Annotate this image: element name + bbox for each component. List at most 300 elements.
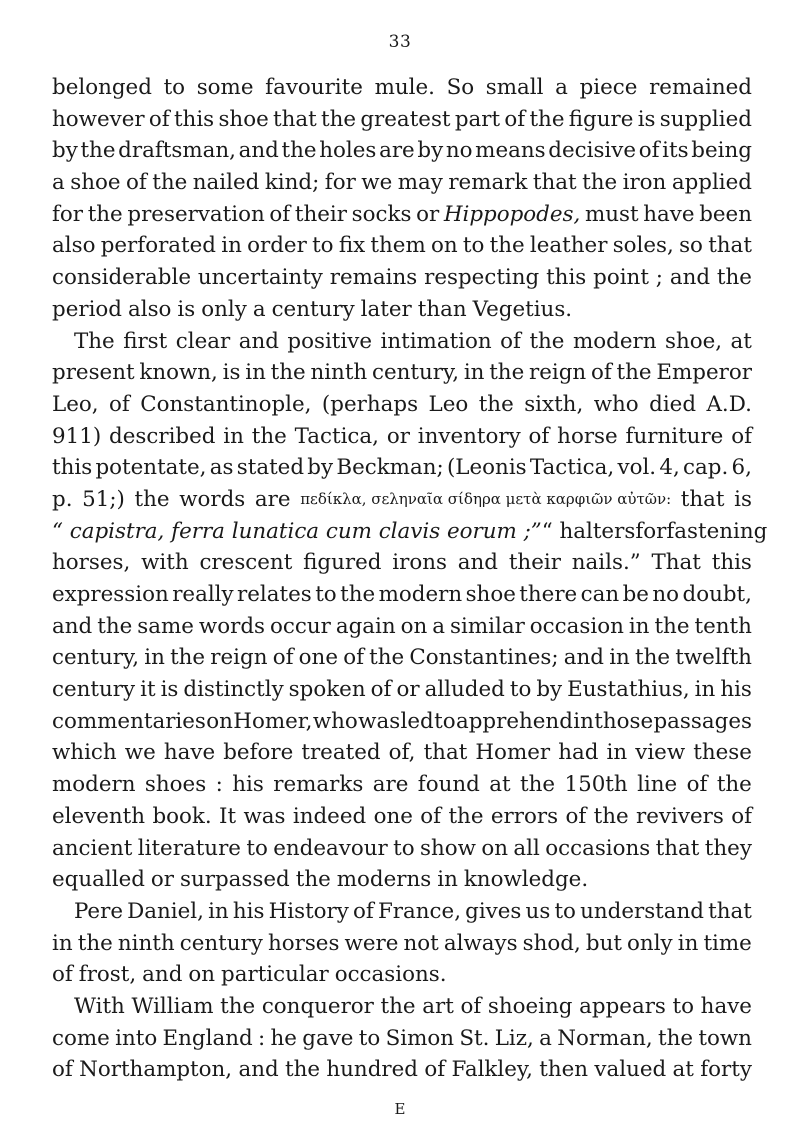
word: A.D. (706, 391, 752, 417)
word: art (422, 993, 454, 1019)
word: to (358, 1025, 381, 1051)
word: of (504, 106, 526, 132)
word: Simon (385, 1025, 455, 1051)
word: been (699, 201, 752, 227)
text-line (52, 674, 752, 706)
word: The (74, 328, 115, 354)
word: for (635, 518, 667, 544)
word: their (294, 201, 347, 227)
word: or (150, 867, 175, 893)
word: Constantinople, (140, 391, 312, 417)
word: equalled (52, 867, 145, 893)
word: have (643, 201, 695, 227)
word: small (485, 75, 544, 100)
word: the (616, 360, 652, 386)
word: that (708, 898, 752, 924)
word: order (247, 233, 307, 259)
text-line (52, 959, 752, 991)
word: words (198, 613, 266, 639)
text-line (52, 135, 752, 167)
text-line (52, 199, 752, 231)
word: in (437, 867, 458, 893)
word: the (170, 645, 206, 671)
word: of (500, 328, 521, 354)
word: line (637, 772, 678, 798)
word: to (434, 708, 456, 734)
word: to (554, 898, 576, 924)
word: they (704, 835, 752, 861)
word: errors (490, 803, 559, 829)
word: and (563, 645, 605, 671)
word: and (238, 1057, 279, 1083)
text-line (52, 769, 752, 801)
word: with (141, 550, 189, 576)
word: but (585, 930, 622, 956)
word: preservation (127, 201, 265, 227)
word: 911) (52, 423, 102, 449)
word: the (520, 772, 556, 798)
word: similar (450, 613, 525, 639)
word: the (251, 423, 287, 449)
word: view (635, 740, 686, 766)
word: was (243, 803, 286, 829)
word: and (669, 265, 711, 291)
word: to (163, 75, 186, 100)
word: to (246, 835, 268, 861)
word: Falkley, (451, 1057, 533, 1083)
word: St. (459, 1025, 490, 1051)
word: is (222, 360, 241, 386)
text-line (52, 642, 752, 674)
word: that (680, 486, 725, 512)
word: or (396, 677, 420, 703)
word: on (206, 708, 233, 734)
word: remains (329, 265, 418, 291)
word: It (219, 803, 237, 829)
word: frost, (78, 962, 137, 988)
word: remained (649, 75, 752, 100)
word: of (528, 423, 550, 449)
word: horses (267, 930, 340, 956)
word: Constantines; (409, 645, 559, 671)
word: to (312, 233, 334, 259)
word: are (254, 486, 291, 512)
word: valued (594, 1057, 667, 1083)
word: stated (236, 455, 305, 481)
word: p. (52, 486, 73, 512)
word: the (220, 993, 256, 1019)
word: come (52, 1025, 110, 1051)
word: shoe (465, 582, 516, 607)
word: of (269, 201, 291, 227)
word: of (638, 138, 660, 164)
word: ninth (310, 360, 368, 386)
text-line (52, 991, 752, 1023)
word: of (148, 106, 170, 132)
word: shoe (70, 170, 121, 196)
word: in (52, 930, 73, 956)
word: century (52, 677, 136, 703)
word: a (555, 75, 568, 100)
word: furniture (625, 423, 724, 449)
text-line (52, 547, 752, 579)
word: it (140, 677, 156, 703)
word: figured (303, 550, 382, 576)
word: this (546, 265, 587, 291)
text-line (52, 326, 752, 358)
word: century (271, 296, 355, 322)
word: led (400, 708, 434, 734)
word: of, (388, 740, 416, 766)
word: have (163, 740, 216, 766)
word: of (52, 1057, 73, 1083)
word: on (400, 613, 428, 639)
word: gives (465, 898, 522, 924)
word: the (448, 803, 484, 829)
word: Homer (475, 740, 551, 766)
word: also (127, 296, 172, 322)
word: for (52, 201, 84, 227)
word: shoe, (664, 328, 723, 354)
word: expression (52, 582, 169, 607)
word: and (457, 550, 499, 576)
word: Tactica, (529, 455, 615, 481)
word: which (52, 740, 117, 766)
word: of (272, 645, 294, 671)
word: the (489, 360, 525, 386)
word: History (268, 898, 349, 924)
word: πεδίκλα, σεληναῖα σίδηρα μετὰ καρφιῶν αὐτῶν: (300, 489, 672, 508)
word: alluded (424, 677, 505, 703)
word: can (580, 582, 620, 607)
word: greatest (360, 106, 451, 132)
word: fastening (666, 518, 768, 544)
page-number: 33 (388, 32, 412, 52)
text-line (52, 1023, 752, 1055)
word: irons (392, 550, 447, 576)
word: shoe (218, 106, 269, 132)
word: is (637, 106, 656, 132)
word: applied (671, 170, 752, 196)
word: a (539, 1025, 552, 1051)
word: in (609, 645, 630, 671)
word: remarks (273, 772, 364, 798)
word: that (273, 106, 317, 132)
word: and (238, 328, 279, 354)
word: endeavour (273, 835, 388, 861)
word: before (223, 740, 294, 766)
word: reign (210, 645, 268, 671)
word: that (532, 170, 577, 196)
word: his (720, 677, 752, 703)
text-line (52, 833, 752, 865)
word: is (177, 296, 196, 322)
word: have (700, 993, 752, 1019)
word: Hippopodes, (443, 201, 581, 227)
word: one (298, 645, 338, 671)
word: in (221, 233, 242, 259)
word: crescent (199, 550, 293, 576)
word: the (657, 1025, 694, 1051)
word: century, (371, 360, 460, 386)
word: the (529, 328, 565, 354)
word: the (716, 772, 752, 798)
word: found (417, 772, 480, 798)
word: described (109, 423, 216, 449)
word: part (454, 106, 501, 132)
word: century (179, 930, 263, 956)
word: that (655, 835, 700, 861)
word: to (462, 233, 485, 259)
word: gave (302, 1025, 354, 1051)
word: inventory (417, 423, 521, 449)
word: a (52, 170, 65, 196)
word: a (252, 296, 266, 322)
word: we (124, 740, 156, 766)
word: in (628, 613, 650, 639)
text-line (52, 421, 752, 453)
word: for (324, 170, 356, 196)
text-line (52, 230, 752, 262)
word: period (52, 296, 122, 322)
word: known, (139, 360, 218, 386)
word: sixth, (524, 391, 584, 417)
text-line (52, 484, 752, 516)
word: socks (351, 201, 412, 227)
word: decisive (548, 138, 637, 164)
word: into (115, 1025, 158, 1051)
word: Norman, (557, 1025, 653, 1051)
word: at (672, 1057, 694, 1083)
word: conqueror (261, 993, 374, 1019)
word: he (270, 1025, 297, 1051)
word: the (716, 265, 752, 291)
word: again (335, 613, 396, 639)
text-line (52, 72, 752, 104)
word: there (519, 582, 578, 607)
word: the (593, 803, 629, 829)
word: England (162, 1025, 253, 1051)
text-line (52, 706, 752, 738)
word: modern (378, 582, 463, 607)
word: piece (579, 75, 638, 100)
word: revivers (636, 803, 724, 829)
word: 51;) (82, 486, 125, 512)
word: forty (700, 1057, 752, 1083)
word: “ capistra, ferra lunatica cum clavis eorum ;” (52, 518, 542, 544)
word: occasion (529, 613, 624, 639)
body-text (52, 72, 768, 1086)
word: : (258, 1025, 266, 1051)
word: of (370, 677, 392, 703)
word: the (321, 106, 357, 132)
word: tenth (694, 613, 752, 639)
word: first (123, 328, 168, 354)
word: so (679, 233, 703, 259)
text-line (52, 167, 752, 199)
word: or (386, 423, 410, 449)
word: had (558, 740, 599, 766)
word: of (731, 423, 752, 449)
word: Eustathius, (567, 677, 690, 703)
word: show (420, 835, 476, 861)
word: positive (287, 328, 372, 354)
word: modern (572, 328, 657, 354)
word: of (424, 1057, 446, 1083)
word: however (52, 106, 145, 132)
text-line (52, 579, 752, 611)
word: respecting (424, 265, 540, 291)
word: of (353, 898, 374, 924)
word: (perhaps (321, 391, 419, 417)
word: Leo, (52, 391, 99, 417)
word: a (432, 613, 446, 639)
word: town (698, 1025, 752, 1051)
word: were (344, 930, 399, 956)
text-line (52, 801, 752, 833)
word: book. (152, 803, 212, 829)
word: us (525, 898, 551, 924)
text-line (52, 611, 752, 643)
word: this (52, 455, 93, 481)
word: same (137, 613, 194, 639)
word: horse (557, 423, 618, 449)
text-line (52, 896, 752, 928)
word: ninth (117, 930, 175, 956)
word: eleventh (52, 803, 146, 829)
word: vol. (617, 455, 657, 481)
word: occur (270, 613, 331, 639)
word: of (590, 360, 612, 386)
word: William (131, 993, 214, 1019)
word: belonged (52, 75, 152, 100)
word: the (295, 867, 331, 893)
word: the (478, 391, 514, 417)
word: Vegetius. (472, 296, 573, 322)
word: means (475, 138, 546, 164)
word: is (734, 486, 752, 512)
word: on (481, 835, 509, 861)
word: this (173, 106, 215, 132)
word: these (693, 740, 752, 766)
word: by (417, 138, 444, 164)
text-line (52, 104, 752, 136)
word: distinctly (183, 677, 284, 703)
word: only (627, 930, 673, 956)
word: reign (529, 360, 587, 386)
word: remark (448, 170, 528, 196)
word: horses, (52, 550, 131, 576)
text-line (52, 262, 752, 294)
word: always (443, 930, 518, 956)
word: kind; (264, 170, 320, 196)
text-line (52, 928, 752, 960)
word: by (52, 138, 78, 164)
word: particular (221, 962, 329, 988)
word: then (539, 1057, 589, 1083)
word: century, (52, 645, 140, 671)
word: the (97, 613, 133, 639)
word: potentate, (95, 455, 207, 481)
word: the (380, 993, 416, 1019)
word: the (134, 486, 170, 512)
word: of (565, 803, 587, 829)
word: Northampton, (79, 1057, 233, 1083)
word: no (445, 138, 473, 164)
word: 150th (564, 772, 628, 798)
word: passages (653, 708, 752, 734)
word: or (416, 201, 440, 227)
word: Daniel, (127, 898, 204, 924)
word: the (369, 645, 405, 671)
word: relates (237, 582, 312, 607)
word: indeed (292, 803, 367, 829)
word: his (232, 898, 265, 924)
word: cap. (683, 455, 729, 481)
word: some (196, 75, 254, 100)
word: be (622, 582, 649, 607)
word: in (463, 360, 485, 386)
word: literature (137, 835, 241, 861)
word: figure (568, 106, 634, 132)
word: was (358, 708, 401, 734)
word: must (584, 201, 639, 227)
word: we (361, 170, 393, 196)
word: shod, (522, 930, 581, 956)
word: present (52, 360, 135, 386)
word: one (373, 803, 413, 829)
word: modern (52, 772, 136, 798)
word: Tactica, (294, 423, 379, 449)
word: in (144, 645, 165, 671)
word: uncertainty (197, 265, 323, 291)
word: apprehend (455, 708, 573, 734)
text-line (52, 737, 752, 769)
word: that (708, 233, 752, 259)
word: the (340, 582, 376, 607)
text-line (52, 389, 752, 421)
signature-mark: E (394, 1100, 406, 1118)
word: holes (319, 138, 377, 164)
word: the (281, 138, 317, 164)
word: and (238, 138, 279, 164)
word: time (703, 930, 752, 956)
word: the (270, 360, 306, 386)
word: nailed (192, 170, 260, 196)
word: the (489, 233, 525, 259)
word: the (635, 645, 671, 671)
word: than (417, 296, 467, 322)
word: mule. (374, 75, 435, 100)
word: moderns (336, 867, 432, 893)
word: to (393, 835, 415, 861)
word: Homer, (233, 708, 313, 734)
word: considerable (52, 265, 191, 291)
word: the (654, 613, 690, 639)
word: in (223, 423, 244, 449)
word: being (691, 138, 752, 164)
word: in (208, 898, 229, 924)
word: So (446, 75, 475, 100)
word: who (593, 391, 639, 417)
word: hundred (326, 1057, 418, 1083)
word: supplied (659, 106, 752, 132)
word: (Leonis (446, 455, 527, 481)
word: died (649, 391, 697, 417)
word: twelfth (675, 645, 752, 671)
word: knowledge. (463, 867, 589, 893)
word: by (307, 455, 334, 481)
